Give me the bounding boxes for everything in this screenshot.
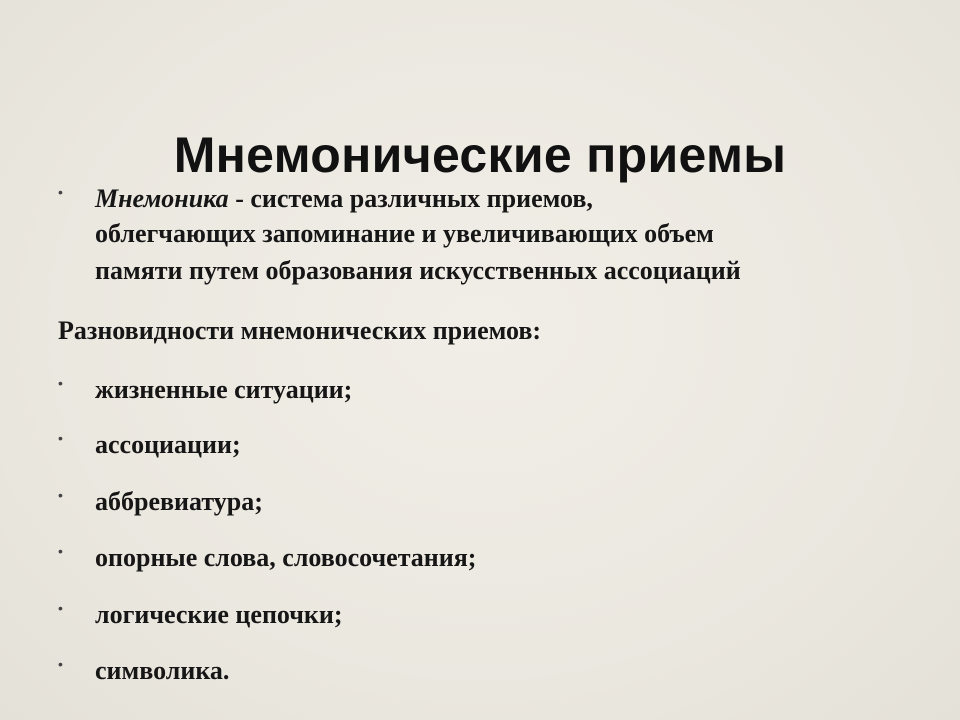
list-item: логические цепочки; xyxy=(95,600,343,629)
list-item: символика. xyxy=(95,656,230,685)
bullet-marker: • xyxy=(58,375,63,391)
list-item: ассоциации; xyxy=(95,430,241,459)
bullet-marker: • xyxy=(58,543,63,559)
definition-line-3: памяти путем образования искусственных ассоциаций xyxy=(95,256,741,285)
list-item: аббревиатура; xyxy=(95,487,263,516)
list-item: опорные слова, словосочетания; xyxy=(95,543,477,572)
definition-term: Мнемоника xyxy=(95,184,229,213)
bullet-marker: • xyxy=(58,430,63,446)
bullet-marker: • xyxy=(58,656,63,672)
slide-title: Мнемонические приемы xyxy=(173,127,787,183)
list-item: жизненные ситуации; xyxy=(95,375,353,404)
bullet-marker: • xyxy=(58,184,63,200)
varieties-heading: Разновидности мнемонических приемов: xyxy=(58,316,542,345)
bullet-marker: • xyxy=(58,600,63,616)
definition-line-1 xyxy=(95,180,593,217)
definition-text-1: - система различных приемов, xyxy=(228,184,593,213)
bullet-marker: • xyxy=(58,487,63,503)
definition-line-2: облегчающих запоминание и увеличивающих объем xyxy=(95,219,714,248)
